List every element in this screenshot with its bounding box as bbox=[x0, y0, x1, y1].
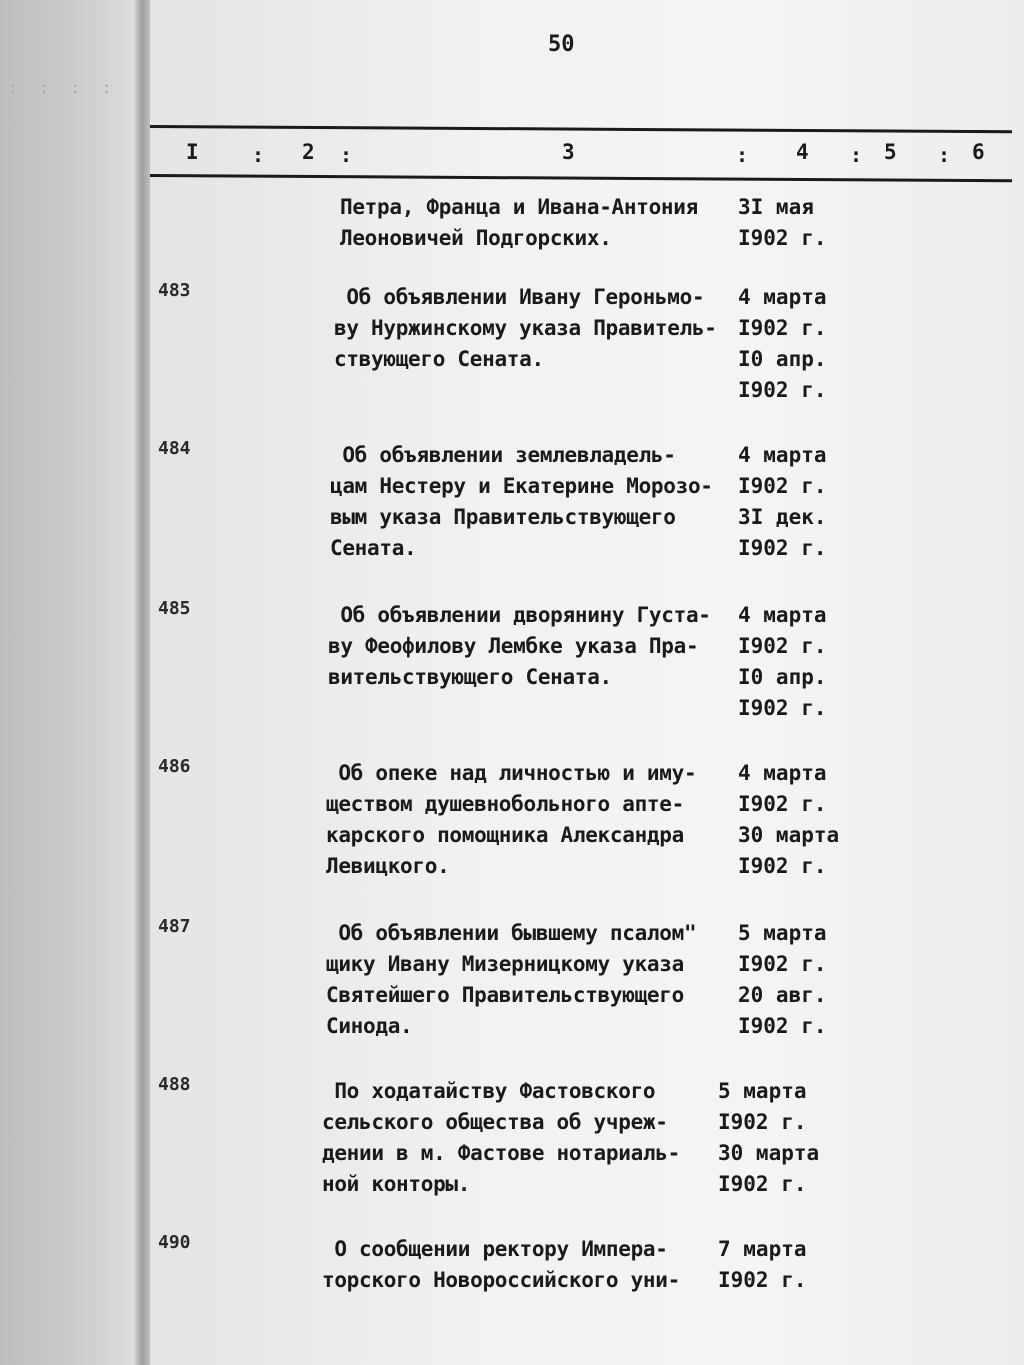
entry-dates: 5 марта I902 г. 30 марта I902 г. bbox=[718, 1079, 820, 1196]
entry-dates: 4 марта I902 г. 3I дек. I902 г. bbox=[738, 443, 827, 560]
header-col-6: 6 bbox=[972, 140, 985, 164]
entry-title: Об объявлении дворянину Густа- ву Феофилову Лембке указа Пра- вительствующего Сената. bbox=[328, 603, 711, 689]
header-col-2: 2 bbox=[302, 140, 315, 164]
entry-title: Об объявлении бывшему псалом" щику Ивану Мизерницкому указа Святейшего Правительствующего Синода. bbox=[326, 921, 697, 1038]
entry-number: 485 bbox=[158, 598, 191, 619]
entry-title: По ходатайству Фастовского сельского общества об учреж- дении в м. Фастове нотариаль- ной конторы. bbox=[322, 1079, 680, 1196]
entry-number: 484 bbox=[158, 438, 191, 459]
entry-number: 487 bbox=[158, 916, 191, 937]
entry-dates: 4 марта I902 г. I0 апр. I902 г. bbox=[738, 285, 827, 402]
header-col-5: 5 bbox=[884, 140, 897, 164]
header-separator: : bbox=[736, 143, 749, 167]
header-col-3: 3 bbox=[562, 140, 575, 164]
entry-number: 486 bbox=[158, 756, 191, 777]
header-separator: : bbox=[340, 143, 353, 167]
header-separator: : bbox=[938, 143, 951, 167]
entry-title: Об объявлении землевладель- цам Нестеру и Екатерине Морозо- вым указа Правительствующего Сената. bbox=[330, 443, 713, 560]
left-page-edge bbox=[0, 0, 150, 1365]
entry-dates: 5 марта I902 г. 20 авг. I902 г. bbox=[738, 921, 827, 1038]
entry-title: О сообщении ректору Импера- торского Новороссийского уни- bbox=[322, 1237, 680, 1292]
entry-dates: 4 марта I902 г. I0 апр. I902 г. bbox=[738, 603, 827, 720]
header-col-4: 4 bbox=[796, 140, 809, 164]
entry-number: 488 bbox=[158, 1074, 191, 1095]
entry-dates: 3I мая I902 г. bbox=[738, 195, 827, 250]
header-separator: : bbox=[252, 143, 265, 167]
entry-number: 490 bbox=[158, 1232, 191, 1253]
page-number: 50 bbox=[548, 32, 575, 57]
header-separator: : bbox=[850, 143, 863, 167]
entry-dates: 4 марта I902 г. 30 марта I902 г. bbox=[738, 761, 840, 878]
entry-title: Петра, Франца и Ивана-Антония Леоновичей Подгорских. bbox=[340, 195, 698, 250]
entry-title: Об объявлении Ивану Героньмо- ву Нуржинскому указа Правитель- ствующего Сената. bbox=[334, 285, 717, 371]
entry-number: 483 bbox=[158, 280, 191, 301]
left-page-bleed: : : : : bbox=[8, 78, 118, 97]
entry-dates: 7 марта I902 г. bbox=[718, 1237, 807, 1292]
entry-title: Об опеке над личностью и иму- ществом душевнобольного апте- карского помощника Александра Левицкого. bbox=[326, 761, 697, 878]
header-col-1: I bbox=[186, 140, 199, 164]
